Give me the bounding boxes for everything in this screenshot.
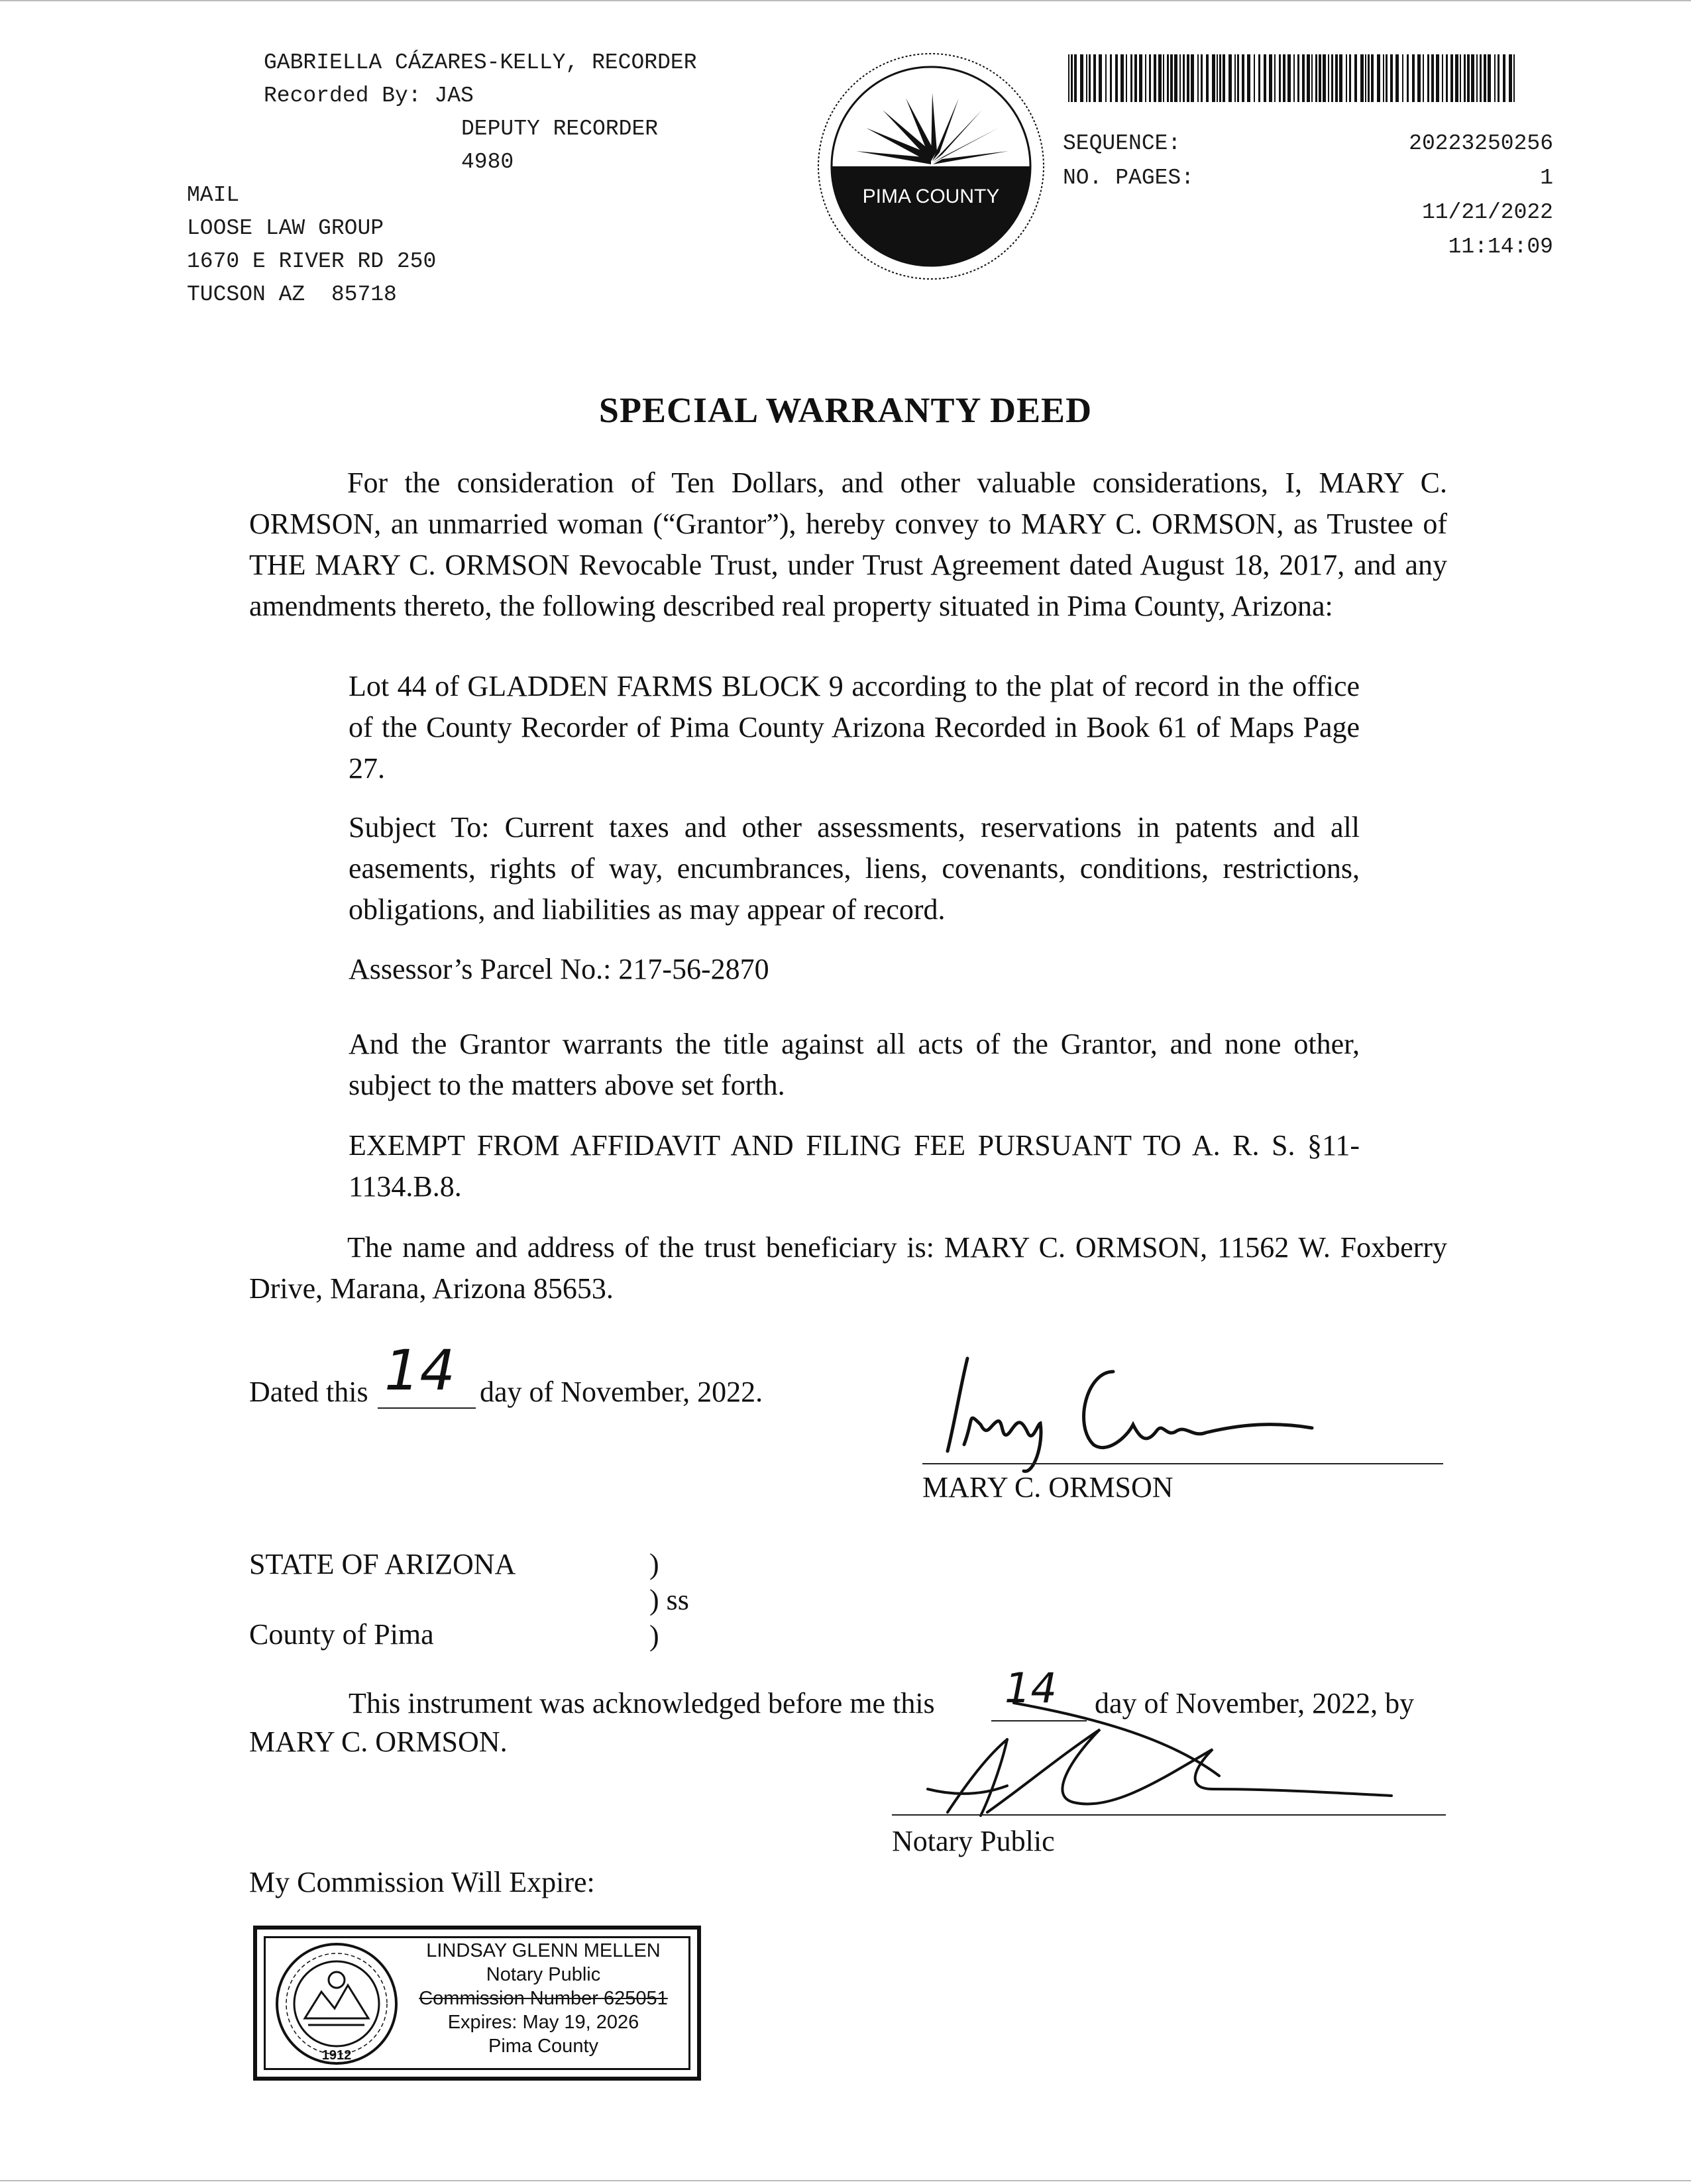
- legal-description: Lot 44 of GLADDEN FARMS BLOCK 9 according to the plat of record in the office of the County Recorder of Pima County Arizona Recorded in Book 61 of Maps Page 27.: [349, 670, 1360, 785]
- venue-state: STATE OF ARIZONA: [249, 1548, 516, 1580]
- notary-stamp-commission: Commission Number 625051: [419, 1988, 668, 2009]
- recorded-date: 11/21/2022: [1421, 200, 1553, 225]
- mail-label: MAIL: [187, 183, 240, 207]
- venue-paren-1: ): [649, 1548, 659, 1580]
- consideration-paragraph: For the consideration of Ten Dollars, and other valuable considerations, I, MARY C. ORMSON, an unmarried woman (“Grantor”), hereby convey to MARY C. ORMSON, as Trustee of THE MARY C. ORMSON Revocable Trust, under Trust Agreement dated August 18, 2017, and any amendments thereto, the following described real property situated in Pima County, Arizona:: [249, 466, 1447, 622]
- notary-stamp-title: Notary Public: [486, 1964, 601, 1985]
- seal-label: PIMA COUNTY: [862, 186, 1000, 207]
- grantor-name: MARY C. ORMSON: [922, 1471, 1173, 1503]
- venue-county: County of Pima: [249, 1618, 434, 1651]
- dated-prefix: Dated this: [249, 1376, 368, 1408]
- arizona-state-seal-icon: [272, 1939, 402, 2069]
- exemption-paragraph: EXEMPT FROM AFFIDAVIT AND FILING FEE PURSUANT TO A. R. S. §11-1134.B.8.: [349, 1129, 1360, 1203]
- venue-paren-3: ): [649, 1619, 659, 1652]
- document-title: SPECIAL WARRANTY DEED: [598, 390, 1093, 430]
- grantor-signature-line: [922, 1463, 1443, 1464]
- recorded-time: 11:14:09: [1448, 235, 1553, 259]
- deputy-number: 4980: [461, 150, 514, 174]
- mail-address-line3: TUCSON AZ 85718: [187, 282, 397, 307]
- mail-address-line1: LOOSE LAW GROUP: [187, 216, 384, 241]
- notary-stamp-expires: Expires: May 19, 2026: [447, 2012, 639, 2033]
- acknowledgment-suffix: day of November, 2022, by: [1095, 1687, 1415, 1720]
- venue-paren-2: ) ss: [649, 1584, 689, 1616]
- parcel-number: Assessor’s Parcel No.: 217-56-2870: [349, 953, 769, 985]
- notary-stamp-county: Pima County: [488, 2036, 598, 2057]
- deputy-recorder: DEPUTY RECORDER: [461, 117, 659, 141]
- warranty-paragraph: And the Grantor warrants the title against all acts of the Grantor, and none other, subject to the matters above set forth.: [349, 1028, 1360, 1101]
- acknowledgment-prefix: This instrument was acknowledged before me this: [349, 1687, 935, 1720]
- seal-year: 1912: [321, 2048, 352, 2063]
- notary-public-label: Notary Public: [892, 1825, 1055, 1857]
- dated-day-line: [378, 1407, 476, 1409]
- dated-day: 14: [384, 1338, 455, 1403]
- pages-label: NO. PAGES:: [1063, 166, 1195, 190]
- sequence-label: SEQUENCE:: [1063, 131, 1181, 156]
- pima-county-seal: [816, 52, 1046, 281]
- commission-expire-label: My Commission Will Expire:: [249, 1866, 595, 1898]
- bottom-edge: [0, 2180, 1691, 2181]
- acknowledgment-name: MARY C. ORMSON.: [249, 1725, 508, 1758]
- notary-signature: [901, 1696, 1405, 1822]
- subject-to-paragraph: Subject To: Current taxes and other assessments, reservations in patents and all easements, rights of way, encumbrances, liens, covenants, conditions, restrictions, obligations, and liabilities as may appear of record.: [349, 811, 1360, 926]
- top-edge: [0, 0, 1691, 1]
- dated-suffix: day of November, 2022.: [480, 1376, 763, 1408]
- ack-day: 14: [1005, 1664, 1057, 1712]
- notary-signature-line: [892, 1814, 1446, 1816]
- mail-address-line2: 1670 E RIVER RD 250: [187, 249, 437, 274]
- pages-value: 1: [1540, 166, 1553, 190]
- beneficiary-paragraph: The name and address of the trust beneficiary is: MARY C. ORMSON, 11562 W. Foxberry Drive, Marana, Arizona 85653.: [249, 1231, 1447, 1305]
- notary-stamp: [253, 1926, 701, 2081]
- barcode: [1068, 54, 1519, 102]
- recorded-by: Recorded By: JAS: [264, 83, 474, 108]
- recorder-name: GABRIELLA CÁZARES-KELLY, RECORDER: [264, 50, 697, 75]
- sequence-value: 20223250256: [1409, 131, 1553, 156]
- grantor-signature: [928, 1345, 1338, 1478]
- notary-stamp-name: LINDSAY GLENN MELLEN: [426, 1940, 661, 1961]
